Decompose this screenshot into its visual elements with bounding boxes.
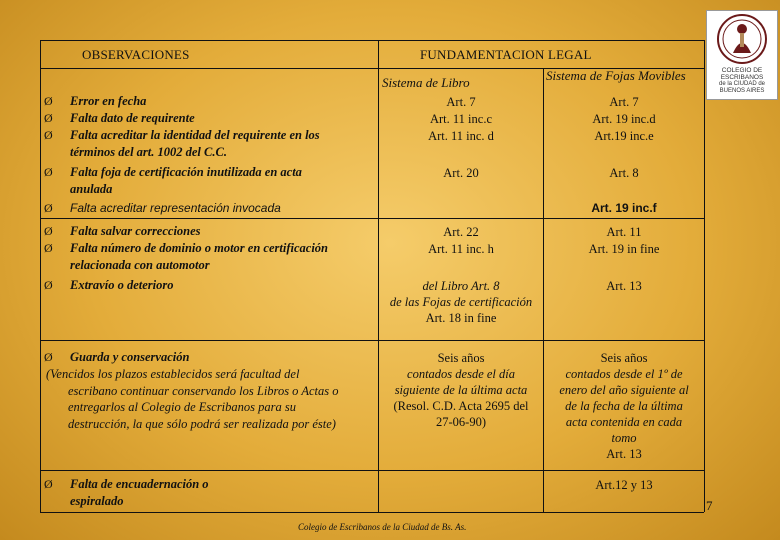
header-sistema-fojas: Sistema de Fojas Movibles bbox=[546, 68, 686, 83]
guarda-libro-line-1: Seis años bbox=[437, 351, 485, 365]
bullet-arrow-icon: Ø bbox=[44, 165, 53, 179]
fojas-correcciones: Art. 11 bbox=[606, 225, 642, 239]
guarda-title: Guarda y conservación bbox=[70, 350, 190, 364]
table-left-border bbox=[40, 40, 41, 512]
guarda-fojas-line-6: tomo bbox=[611, 431, 637, 445]
guarda-lines bbox=[46, 366, 378, 432]
obs-foja-line1: Falta foja de certificación inutilizada en acta bbox=[70, 165, 302, 179]
obs-error-fecha: Error en fecha bbox=[70, 94, 147, 108]
guarda-fojas bbox=[544, 350, 704, 462]
fojas-encuadernacion: Art.12 y 13 bbox=[595, 478, 653, 492]
obs-identidad-line2: términos del art. 1002 del C.C. bbox=[70, 145, 227, 159]
guarda-line-3: entregarlos al Colegio de Escribanos para su bbox=[68, 400, 297, 414]
fojas-error-fecha: Art. 7 bbox=[609, 95, 639, 109]
obs-encuadernacion-line2: espiralado bbox=[70, 494, 124, 508]
seal-icon bbox=[707, 11, 777, 67]
header-observaciones: OBSERVACIONES bbox=[82, 47, 190, 62]
obs-correcciones: Falta salvar correcciones bbox=[70, 224, 201, 238]
guarda-line-1: (Vencidos los plazos establecidos será facultad del bbox=[46, 367, 300, 381]
libro-foja: Art. 20 bbox=[443, 166, 479, 180]
libro-extravio bbox=[379, 278, 543, 326]
guarda-fojas-line-1: Seis años bbox=[600, 351, 648, 365]
libro-identidad: Art. 11 inc. d bbox=[428, 129, 494, 143]
obs-foja-line2: anulada bbox=[70, 182, 113, 196]
guarda-libro-line-5: 27-06-90) bbox=[436, 415, 486, 429]
bullet-arrow-icon: Ø bbox=[44, 111, 53, 125]
guarda-libro-line-2: contados desde el día bbox=[407, 367, 515, 381]
footer-text: Colegio de Escribanos de la Ciudad de Bs. As. bbox=[298, 522, 467, 532]
row-divider-2 bbox=[40, 340, 704, 341]
libro-extravio-line2: de las Fojas de certificación bbox=[389, 295, 533, 309]
bullet-arrow-icon: Ø bbox=[44, 241, 53, 255]
libro-error-fecha: Art. 7 bbox=[446, 95, 476, 109]
obs-dato-requirente: Falta dato de requirente bbox=[70, 111, 195, 125]
guarda-fojas-line-3: enero del año siguiente al bbox=[559, 383, 689, 397]
guarda-line-2: escribano continuar conservando los Libros o Actas o bbox=[68, 383, 339, 398]
libro-dato-requirente: Art. 11 inc.c bbox=[429, 112, 493, 126]
guarda-line-4: destrucción, la que sólo podrá ser realizada por éste) bbox=[68, 416, 336, 431]
logo-line-2: ESCRIBANOS bbox=[720, 74, 764, 81]
bullet-arrow-icon: Ø bbox=[44, 94, 53, 108]
row-divider-3 bbox=[40, 470, 704, 471]
guarda-libro-line-4: (Resol. C.D. Acta 2695 del bbox=[393, 399, 529, 413]
row-divider-1 bbox=[40, 218, 704, 219]
libro-extravio-line1: del Libro Art. 8 bbox=[422, 279, 500, 293]
libro-extravio-line3: Art. 18 in fine bbox=[425, 311, 497, 325]
fojas-foja: Art. 8 bbox=[609, 166, 639, 180]
bullet-arrow-icon: Ø bbox=[44, 224, 53, 238]
header-fundamentacion: FUNDAMENTACION LEGAL bbox=[420, 47, 592, 62]
bullet-arrow-icon: Ø bbox=[44, 477, 53, 491]
fojas-extravio: Art. 13 bbox=[606, 279, 642, 293]
guarda-libro-line-3: siguiente de la última acta bbox=[394, 383, 528, 397]
colegio-logo bbox=[706, 10, 778, 100]
obs-representacion: Falta acreditar representación invocada bbox=[70, 201, 281, 215]
page-number: 7 bbox=[706, 498, 713, 513]
fojas-dato-requirente: Art. 19 inc.d bbox=[592, 112, 656, 126]
fojas-representacion: Art. 19 inc.f bbox=[591, 201, 657, 215]
guarda-libro bbox=[379, 350, 543, 430]
table-bottom-border bbox=[40, 512, 704, 513]
bullet-arrow-icon: Ø bbox=[44, 350, 53, 364]
obs-identidad-line1: Falta acreditar la identidad del requirente en los bbox=[70, 128, 320, 142]
table-top-border bbox=[40, 40, 704, 41]
fojas-identidad: Art.19 inc.e bbox=[594, 129, 654, 143]
obs-dominio-line1: Falta número de dominio o motor en certificación bbox=[70, 241, 328, 255]
bullet-arrow-icon: Ø bbox=[44, 278, 53, 292]
logo-line-3: de la CIUDAD de bbox=[718, 81, 766, 87]
guarda-fojas-line-4: de la fecha de la última bbox=[565, 399, 683, 413]
guarda-fojas-line-5: acta contenida en cada bbox=[565, 415, 683, 429]
obs-dominio-line2: relacionada con automotor bbox=[70, 258, 210, 272]
logo-line-1: COLEGIO DE bbox=[721, 67, 763, 74]
guarda-fojas-line-7: Art. 13 bbox=[606, 447, 642, 461]
logo-line-4: BUENOS AIRES bbox=[719, 88, 765, 94]
libro-dominio: Art. 11 inc. h bbox=[428, 242, 494, 256]
obs-extravio: Extravío o deterioro bbox=[70, 278, 174, 292]
fojas-dominio: Art. 19 in fine bbox=[588, 242, 660, 256]
obs-encuadernacion-line1: Falta de encuadernación o bbox=[70, 477, 209, 491]
guarda-fojas-line-2: contados desde el 1º de bbox=[565, 367, 683, 381]
bullet-arrow-icon: Ø bbox=[44, 128, 53, 142]
header-sistema-libro: Sistema de Libro bbox=[382, 75, 470, 90]
libro-correcciones: Art. 22 bbox=[443, 225, 479, 239]
bullet-arrow-icon: Ø bbox=[44, 201, 53, 215]
table-right-border bbox=[704, 40, 705, 512]
